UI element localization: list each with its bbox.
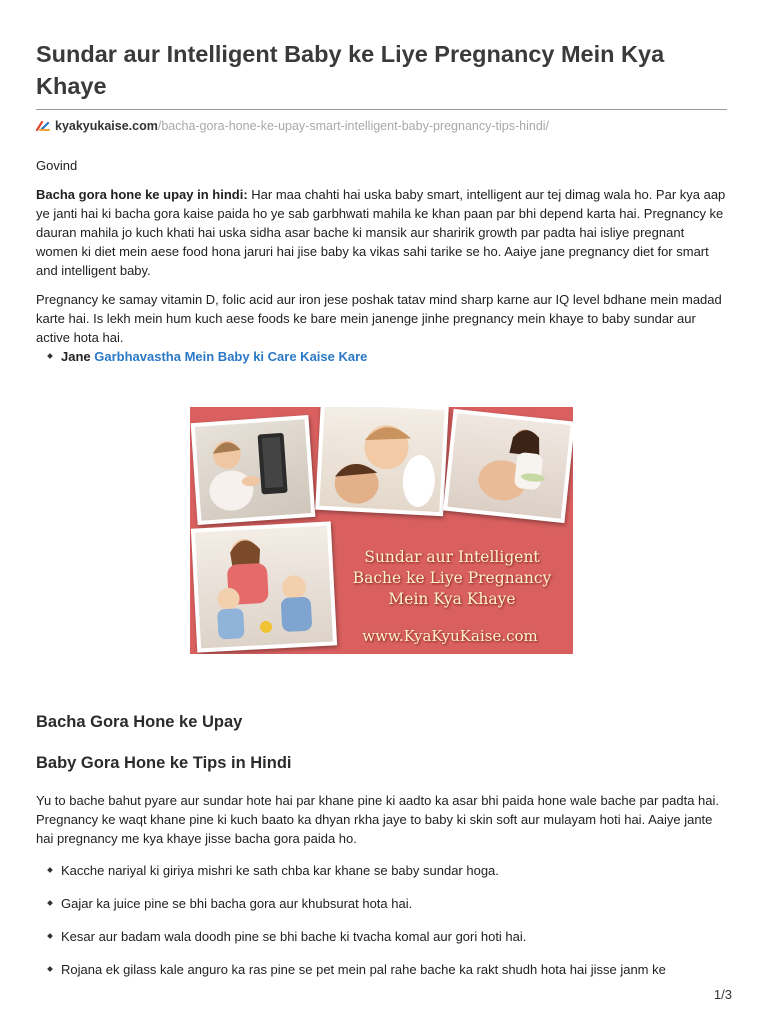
- source-domain-link[interactable]: kyakyukaise.com: [55, 119, 158, 133]
- source-line: [36, 118, 727, 134]
- banner-caption: [342, 547, 562, 610]
- article-title: Sundar aur Intelligent Baby ke Liye Pregnancy Mein Kya Khaye: [36, 41, 665, 99]
- document-page: [36, 0, 727, 977]
- page-indicator: 1/3: [713, 987, 732, 1002]
- related-link-list: [36, 347, 727, 366]
- intro-text: Har maa chahti hai uska baby smart, intelligent aur tej dimag wala ho. Par kya aap ye janti hai ki bacha gora kaise paida ho ye sab garbhwati mahila ke khan paan par bhi depend karta hai. Pregnancy ke dauran mahila jo kuch khati hai uska sidha asar bache ki mansik aur sharirik growth par padta hai isliye pregnant women ki diet mein aese food hona jaruri hai jise baby ka vikas sahi tarike se ho. Aaiye jane pregnancy diet for smart and intelligent baby.: [36, 187, 726, 278]
- tip-item: Rojana ek gilass kale anguro ka ras pine se pet mein pal rahe bache ka rakt shudh hota hai jisse janm ke: [36, 960, 727, 979]
- banner-caption-line-3: Mein Kya Khaye: [388, 590, 516, 608]
- banner-caption-line-2: Bache ke Liye Pregnancy: [352, 569, 552, 587]
- article-banner-image: [190, 407, 573, 654]
- paragraph-nutrients: Pregnancy ke samay vitamin D, folic acid aur iron jese poshak tatav mind sharp karne aur IQ level bdhane mein madad karte hai. Is lekh mein hum kuch aese foods ke bare mein janenge jinhe pregnancy mein khaye to baby sundar aur active hota hai.: [36, 292, 722, 345]
- section-heading-upay: Bacha Gora Hone ke Upay: [36, 713, 243, 731]
- tip-item: Kacche nariyal ki giriya mishri ke sath chba kar khane se baby sundar hoga.: [36, 861, 727, 880]
- tip-item: Kesar aur badam wala doodh pine se bhi bache ki tvacha komal aur gori hoti hai.: [36, 927, 727, 946]
- title-divider: [36, 109, 727, 110]
- banner-caption-line-1: Sundar aur Intelligent: [364, 548, 540, 566]
- photo-pregnant-woman: [443, 409, 573, 523]
- banner-url: www.KyaKyuKaise.com: [362, 627, 538, 645]
- photo-baby-laptop: [191, 415, 316, 525]
- related-link-item: [36, 347, 727, 366]
- related-link-prefix: Jane: [61, 349, 91, 364]
- tip-item: Gajar ka juice pine se bhi bacha gora aur khubsurat hota hai.: [36, 894, 727, 913]
- tips-list: [36, 861, 727, 993]
- site-logo-icon: [36, 120, 50, 132]
- paragraph-tips-intro: Yu to bache bahut pyare aur sundar hote hai par khane pine ki aadto ka asar bhi paida hone wale bache par padta hai. Pregnancy ke waqt khane pine ki kuch baato ka dhyan rkha jaye to baby ki skin soft aur mulayam hoti hai. Aaiye jante hai pregnancy me kya khaye jisse bacha gora paida ho.: [36, 793, 719, 846]
- related-article-link[interactable]: Garbhavastha Mein Baby ki Care Kaise Kare: [94, 349, 368, 364]
- intro-paragraph: [36, 185, 727, 280]
- source-path: /bacha-gora-hone-ke-upay-smart-intelligent-baby-pregnancy-tips-hindi/: [157, 119, 550, 133]
- author-name: Govind: [36, 158, 78, 173]
- intro-bold-lead: Bacha gora hone ke upay in hindi:: [36, 187, 248, 202]
- photo-mother-baby: [315, 407, 449, 516]
- section-heading-tips: Baby Gora Hone ke Tips in Hindi: [36, 754, 292, 772]
- photo-family-play: [191, 521, 337, 652]
